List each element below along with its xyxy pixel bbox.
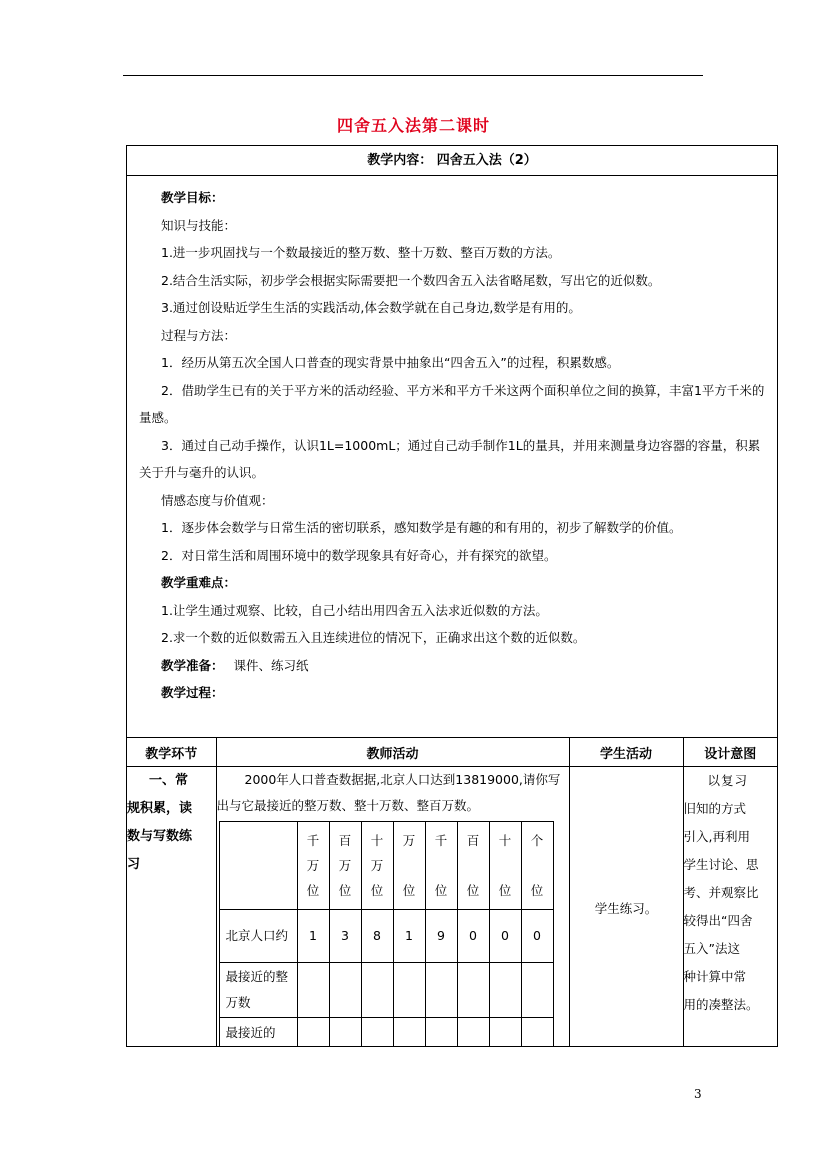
intent-line: 五入”法这 [683,941,740,956]
place-corner-cell [219,822,297,910]
student-activity-cell: 学生练习。 [569,767,683,1048]
teacher-activity-cell [216,767,569,1048]
digit-cell [457,1018,489,1048]
intent-line: 种计算中常 [683,969,747,984]
teaching-goals-section [127,176,777,737]
digit-cell: 9 [425,910,457,963]
digit-cell [361,1018,393,1048]
place-value-table [219,821,554,1047]
stage-line: 一、常 [149,773,189,788]
lesson-plan-frame [126,145,778,1047]
process-item: 1．经历从第五次全国人口普查的现实背景中抽象出“四舍五入”的过程，积累数感。 [161,355,620,370]
preparation-value: 课件、练习纸 [233,657,309,673]
place-header: 万 位 [393,822,425,910]
digit-cell [425,1018,457,1048]
intent-line: 较得出“四舍 [683,913,753,928]
digit-cell [329,1018,361,1048]
key-point-item: 1.让学生通过观察、比较，自己小结出用四舍五入法求近似数的方法。 [161,602,548,618]
place-header: 十 位 [489,822,521,910]
place-header: 千 万 位 [297,822,329,910]
digit-cell: 8 [361,910,393,963]
page-number: 3 [694,1087,702,1101]
header-stage: 教学环节 [127,738,216,767]
digit-cell: 1 [393,910,425,963]
place-header: 百 位 [457,822,489,910]
digit-cell [361,963,393,1018]
process-item: 2．借助学生已有的关于平方米的活动经验、平方米和平方千米这两个面积单位之间的换算，丰富1平方千米的量感。 [139,382,765,425]
place-header: 千 位 [425,822,457,910]
digit-cell: 0 [489,910,521,963]
goals-heading: 教学目标： [161,190,224,205]
document-title: 四舍五入法第二课时 [336,116,490,135]
digit-cell [521,963,553,1018]
knowledge-label: 知识与技能： [161,217,237,233]
teaching-process-table [127,737,777,1047]
emotion-item: 2．对日常生活和周围环境中的数学现象具有好奇心，并有探究的欲望。 [161,547,557,563]
digit-cell [329,963,361,1018]
row-label: 最接近的整万数 [219,963,297,1018]
digit-cell [297,1018,329,1048]
intent-line: 用的凑整法。 [683,997,759,1012]
knowledge-item: 2.结合生活实际，初步学会根据实际需要把一个数四舍五入法省略尾数，写出它的近似数。 [161,272,661,288]
digit-cell [521,1018,553,1048]
process-item: 3．通过自己动手操作，认识1L=1000mL；通过自己动手制作1L的量具，并用来测量身边容器的容量，积累关于升与毫升的认识。 [139,437,761,480]
intent-line: 学生讨论、思 [683,857,759,872]
digit-cell [393,963,425,1018]
digit-cell [393,1018,425,1048]
digit-cell: 0 [521,910,553,963]
knowledge-item: 1.进一步巩固找与一个数最接近的整万数、整十万数、整百万数的方法。 [161,245,561,260]
digit-cell: 0 [457,910,489,963]
stage-cell [127,767,216,1048]
teaching-content-heading: 教学内容： 四舍五入法（2） [127,146,777,176]
header-student-activity: 学生活动 [569,738,683,767]
digit-cell [489,963,521,1018]
preparation-line [139,652,767,680]
design-intent-cell [683,767,777,1048]
place-header: 十 万 位 [361,822,393,910]
key-points-label: 教学重难点： [161,575,237,590]
knowledge-item: 3.通过创设贴近学生生活的实践活动,体会数学就在自己身边,数学是有用的。 [161,300,581,315]
emotion-item: 1．逐步体会数学与日常生活的密切联系，感知数学是有趣的和有用的，初步了解数学的价值。 [161,520,682,535]
digit-cell: 3 [329,910,361,963]
place-header: 百 万 位 [329,822,361,910]
digit-cell: 1 [297,910,329,963]
emotion-label: 情感态度与价值观： [161,492,274,508]
digit-cell [425,963,457,1018]
stage-line: 数与写数练 [127,829,193,844]
stage-line: 规积累，读 [127,801,193,816]
teacher-task-text: 2000年人口普查数据据,北京人口达到13819000,请你写出与它最接近的整万数、整十万数、整百万数。 [216,772,561,813]
intent-line: 以复习 [707,773,749,788]
digit-cell [297,963,329,1018]
process-title: 教学过程： [161,685,224,700]
digit-cell [489,1018,521,1048]
process-label: 过程与方法： [161,327,237,343]
preparation-label: 教学准备： [161,657,224,673]
key-point-item: 2.求一个数的近似数需五入且连续进位的情况下，正确求出这个数的近似数。 [161,630,586,645]
intent-line: 引入,再利用 [683,829,750,844]
header-teacher-activity: 教师活动 [216,738,569,767]
digit-cell [457,963,489,1018]
intent-line: 旧知的方式 [683,801,747,816]
row-label: 北京人口约 [219,910,297,963]
header-design-intent: 设计意图 [683,738,777,767]
header-rule [123,75,703,76]
row-label: 最接近的 [219,1018,297,1048]
place-header: 个 位 [521,822,553,910]
intent-line: 考、并观察比 [683,885,759,900]
stage-line: 习 [127,857,141,872]
